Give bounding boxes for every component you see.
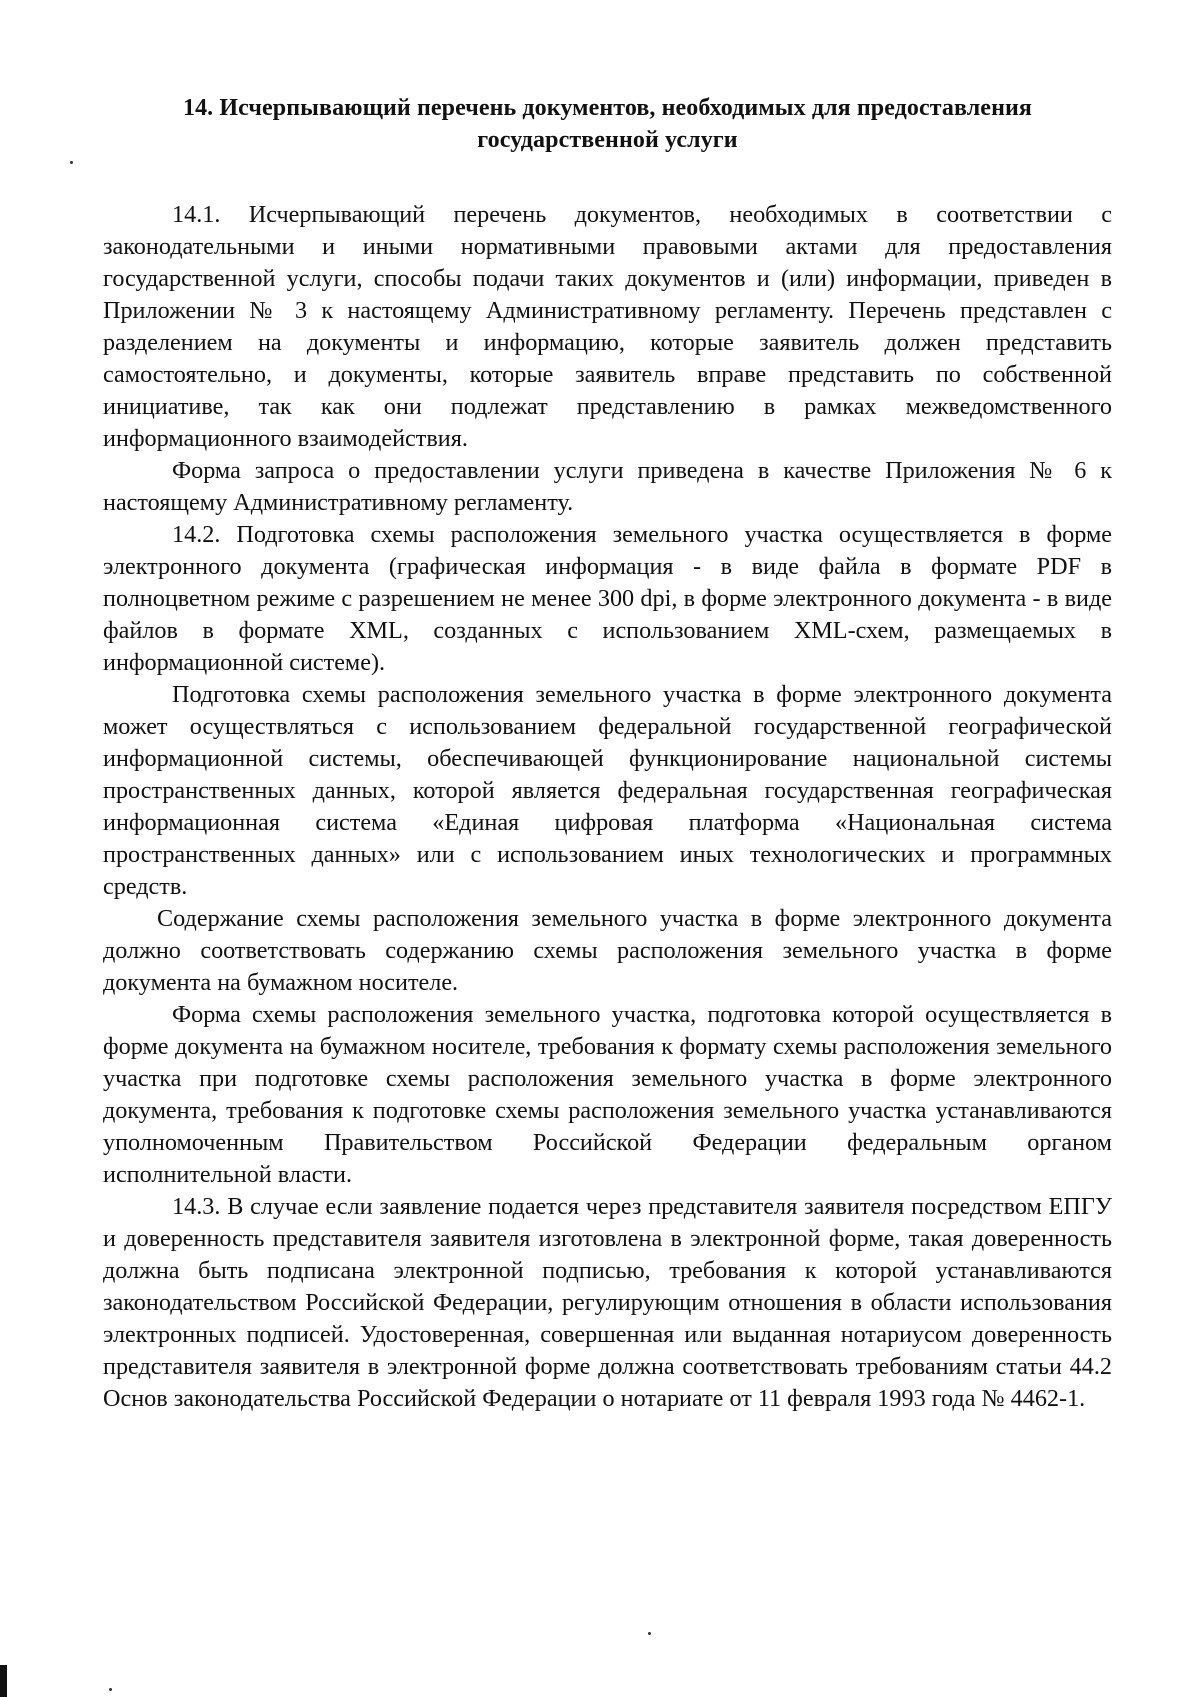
scan-edge-mark: [0, 1665, 7, 1697]
document-page: [103, 92, 1112, 1415]
scan-speck: [648, 1632, 651, 1635]
paragraph-request-form: Форма запроса о предоставлении услуги приведена в качестве Приложения № 6 к настоящему Административному регламенту.: [103, 457, 1112, 516]
scan-speck: [70, 161, 73, 164]
paragraph-scheme-form: Форма схемы расположения земельного участка, подготовка которой осуществляется в форме документа на бумажном носителе, требования к формату схемы расположения земельного участка при подготовке схемы расположения земельного участка в форме электронного документа, требования к подготовке схемы расположения земельного участка устанавливаются уполномоченным Правительством Российской Федерации федеральным органом исполнительной власти.: [103, 1001, 1112, 1188]
paragraph-14-2: 14.2. Подготовка схемы расположения земельного участка осуществляется в форме электронного документа (графическая информация - в виде файла в формате PDF в полноцветном режиме с разрешением не менее 300 dpi, в форме электронного документа - в виде файлов в формате XML, созданных с использованием XML-схем, размещаемых в информационной системе).: [103, 521, 1112, 676]
paragraph-scheme-content: Содержание схемы расположения земельного участка в форме электронного документа должно соответствовать содержанию схемы расположения земельного участка в форме документа на бумажном носителе.: [103, 905, 1112, 996]
section-heading: 14. Исчерпывающий перечень документов, необходимых для предоставления государственной услуги: [182, 95, 1033, 153]
scan-speck: [109, 1688, 112, 1691]
paragraph-scheme-preparation: Подготовка схемы расположения земельного участка в форме электронного документа может осуществляться с использованием федеральной государственной географической информационной системы, обеспечивающей функционирование национальной системы пространственных данных, которой является федеральная государственная географическая информационная система «Единая цифровая платформа «Национальная система пространственных данных» или с использованием иных технологических и программных средств.: [103, 681, 1112, 900]
paragraph-14-3: 14.3. В случае если заявление подается через представителя заявителя посредством ЕПГУ и доверенность представителя заявителя изготовлена в электронной форме, такая доверенность должна быть подписана электронной подписью, требования к которой устанавливаются законодательством Российской Федерации, регулирующим отношения в области использования электронных подписей. Удостоверенная, совершенная или выданная нотариусом доверенность представителя заявителя в электронной форме должна соответствовать требованиям статьи 44.2 Основ законодательства Российской Федерации о нотариате от 11 февраля 1993 года № 4462-1.: [103, 1193, 1112, 1412]
paragraph-14-1: 14.1. Исчерпывающий перечень документов, необходимых в соответствии с законодательными и иными нормативными правовыми актами для предоставления государственной услуги, способы подачи таких документов и (или) информации, приведен в Приложении № 3 к настоящему Административному регламенту. Перечень представлен с разделением на документы и информацию, которые заявитель должен представить самостоятельно, и документы, которые заявитель вправе представить по собственной инициативе, так как они подлежат представлению в рамках межведомственного информационного взаимодействия.: [103, 201, 1112, 452]
